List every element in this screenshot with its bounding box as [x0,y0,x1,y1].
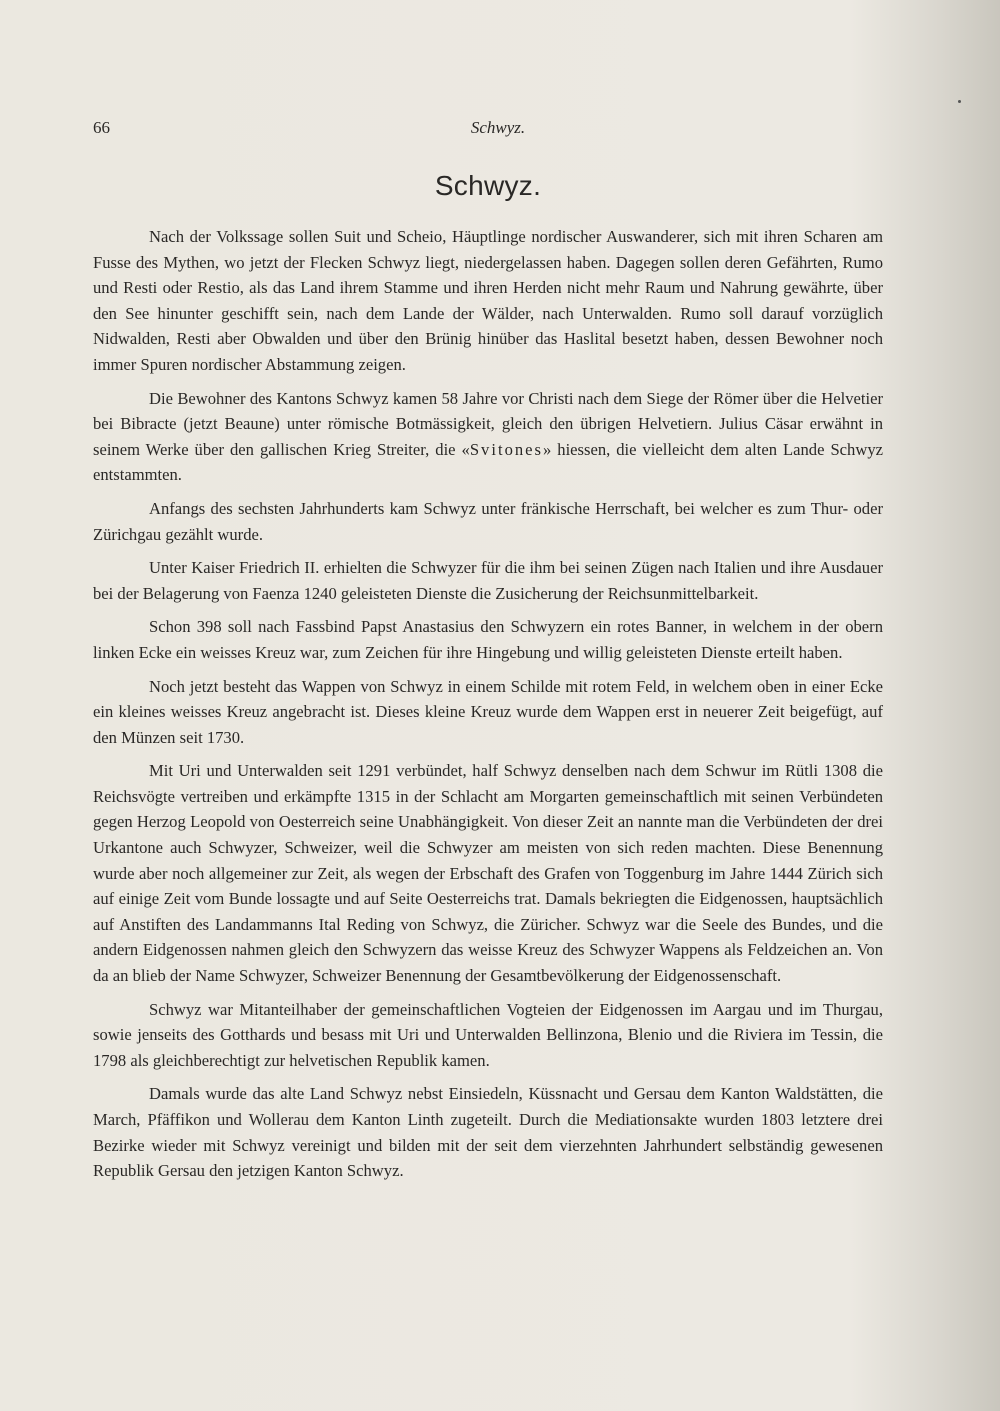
paragraph-8: Schwyz war Mitanteilhaber der gemeinschaftlichen Vogteien der Eidgenossen im Aargau und im Thurgau, sowie jenseits des Gotthards und besass mit Uri und Unterwalden Bellinzona, Blenio und die Riviera im Tessin, die 1798 als gleichberechtigt zur helvetischen Republik kamen. [93,999,883,1070]
print-speck [958,100,961,103]
page-number: 66 [93,118,110,137]
paragraph-7: Mit Uri und Unterwalden seit 1291 verbündet, half Schwyz denselben nach dem Schwur im Rütli 1308 die Reichsvögte vertreiben und erkämpfte 1315 in der Schlacht am Morgarten gemeinschaftlich mit seinen Verbündeten gegen Herzog Leopold von Oesterreich seine Unabhängigkeit. Von dieser Zeit an nannte man die Verbündeten der drei Urkantone auch Schwyzer, Schweizer, weil die Schwyzer am meisten von sich reden machten. Diese Benennung wurde aber noch allgemeiner zur Zeit, als wegen der Erbschaft des Grafen von Toggenburg im Jahre 1444 Zürich sich auf einige Zeit vom Bunde lossagte und auf Seite Oesterreichs trat. Damals bekriegten die Eidgenossen, hauptsächlich auf Anstiften des Landammanns Ital Reding von Schwyz, die Züricher. Schwyz war die Seele des Bundes, und die andern Eidgenossen nahmen gleich den Schwyzern das weisse Kreuz des Schwyzer Wappens als Feldzeichen an. Von da an blieb der Name Schwyzer, Schweizer Benennung der Gesamtbevölkerung der Eidgenossenschaft. [93,761,883,986]
running-title: Schwyz. [470,118,526,137]
paragraph-6: Noch jetzt besteht das Wappen von Schwyz in einem Schilde mit rotem Feld, in welchem oben in einer Ecke ein kleines weisses Kreuz angebracht ist. Dieses kleine Kreuz wurde dem Wappen erst in neuerer Zeit beigefügt, auf den Münzen seit 1730. [93,676,883,747]
paragraph-1: Nach der Volkssage sollen Suit und Scheio, Häuptlinge nordischer Auswanderer, sich mit ihren Scharen am Fusse des Mythen, wo jetzt der Flecken Schwyz liegt, niedergelassen haben. Dagegen sollen deren Gefährten, Rumo und Resti oder Restio, als das Land ihrem Stamme und ihren Herden nicht mehr Raum und Nahrung gewährte, über den See hinunter geschifft sein, nach dem Lande der Wälder, nach Unterwalden. Rumo soll darauf vorzüglich Nidwalden, Resti aber Obwalden und über den Brünig hinüber das Haslital besetzt haben, dessen Bewohner noch immer Spuren nordischer Abstammung zeigen. [93,227,883,374]
paragraph-2-after: » hiessen, die vielleicht dem alten Lande Schwyz entstammten. [93,439,883,485]
body-text [93,224,883,1192]
spaced-word-svitones: Svitones [469,439,543,459]
paragraph-4: Unter Kaiser Friedrich II. erhielten die Schwyzer für die ihm bei seinen Zügen nach Italien und ihre Ausdauer bei der Belagerung von Faenza 1240 geleisteten Dienste die Zusicherung der Reichsunmittelbarkeit. [93,558,883,603]
article-title: Schwyz. [434,170,542,201]
paragraph-2-before: Die Bewohner des Kantons Schwyz kamen 58 Jahre vor Christi nach dem Siege der Römer über die Helvetier bei Bibracte (jetzt Beaune) unter römische Botmässigkeit, gleich den übrigen Helvetiern. Julius Cäsar erwähnt in seinem Werke über den gallischen Krieg Streiter, die « [93,388,883,459]
paragraph-5: Schon 398 soll nach Fassbind Papst Anastasius den Schwyzern ein rotes Banner, in welchem in der obern linken Ecke ein weisses Kreuz war, zum Zeichen für ihre Hingebung und willig geleisteten Dienste erteilt haben. [93,617,883,662]
paragraph-9: Damals wurde das alte Land Schwyz nebst Einsiedeln, Küssnacht und Gersau dem Kanton Waldstätten, die March, Pfäffikon und Wollerau dem Kanton Linth zugeteilt. Durch die Mediationsakte wurden 1803 letztere drei Bezirke wieder mit Schwyz vereinigt und bilden mit der seit dem vierzehnten Jahrhundert selbständig gewesenen Republik Gersau den jetzigen Kanton Schwyz. [93,1084,883,1181]
paragraph-3: Anfangs des sechsten Jahrhunderts kam Schwyz unter fränkische Herrschaft, bei welcher es zum Thur- oder Zürichgau gezählt wurde. [93,498,883,544]
paragraph-2 [93,386,883,488]
running-head [93,118,883,148]
